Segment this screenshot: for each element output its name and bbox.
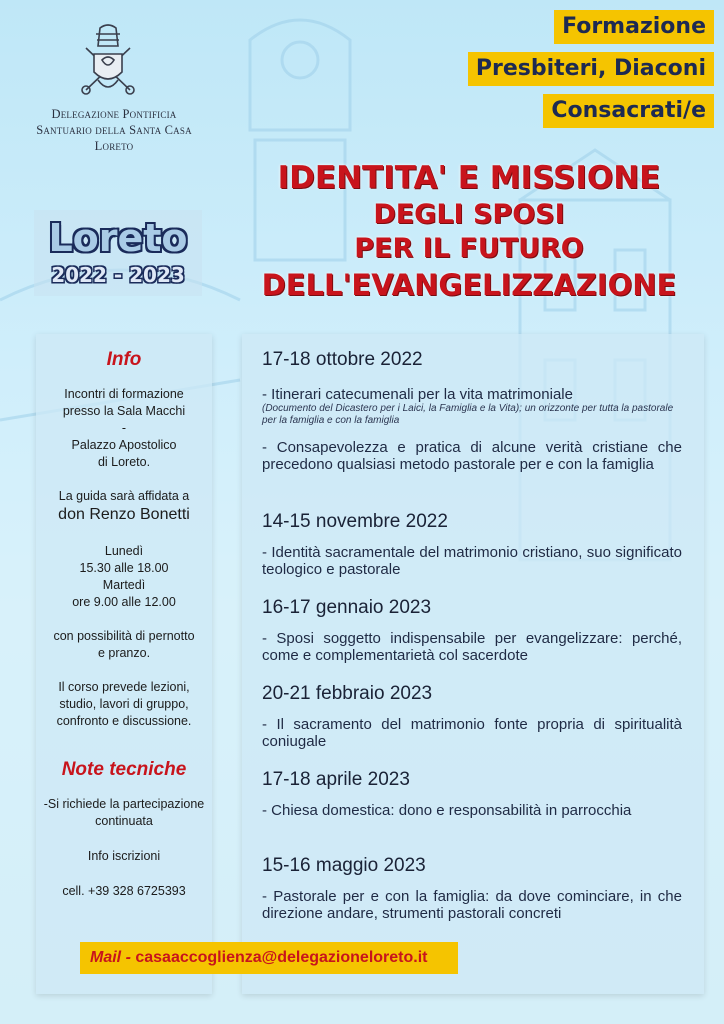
title-line-1: IDENTITA' E MISSIONE xyxy=(277,160,661,196)
stay-line-1: con possibilità di pernotto xyxy=(53,629,195,643)
event-description: - Pastorale per e con la famiglia: da dove cominciare, in che direzione andare, strumenti pastorali concreti xyxy=(262,888,682,922)
event-date: 20-21 febbraio 2023 xyxy=(262,683,433,704)
tag-formazione: Formazione xyxy=(554,10,714,44)
info-heading: Info xyxy=(106,349,142,370)
event-date: 16-17 gennaio 2023 xyxy=(262,597,432,618)
event-date: 17-18 ottobre 2022 xyxy=(262,349,423,370)
days-block xyxy=(36,543,212,611)
tech-note-line-2: continuata xyxy=(95,814,153,828)
stay-line-2: e pranzo. xyxy=(97,646,151,660)
main-title xyxy=(232,158,706,304)
loreto-panel xyxy=(34,210,202,296)
delegation-line-2: Santuario della Santa Casa xyxy=(36,123,192,137)
tech-note xyxy=(36,796,212,830)
schedule-item xyxy=(262,682,682,750)
mail-address-link[interactable]: casaaccoglienza@delegazioneloreto.it xyxy=(135,949,428,966)
mail-label: Mail - xyxy=(90,949,131,966)
schedule-item xyxy=(262,348,682,473)
guide-intro: La guida sarà affidata a xyxy=(58,489,190,503)
delegation-line-3: Loreto xyxy=(94,139,134,153)
loreto-years: 2022 - 2023 xyxy=(51,263,185,287)
event-description-2: - Consapevolezza e pratica di alcune verità cristiane che precedono qualsiasi metodo pastorale per e con la famiglia xyxy=(262,439,682,473)
schedule-item xyxy=(262,854,682,922)
phone-number: cell. +39 328 6725393 xyxy=(62,884,186,898)
course-line-3: confronto e discussione. xyxy=(56,714,192,728)
event-description: - Sposi soggetto indispensabile per evangelizzare: perché, come e complementarietà col sacerdote xyxy=(262,630,682,664)
tuesday-hours: ore 9.00 alle 12.00 xyxy=(72,595,176,609)
event-date: 14-15 novembre 2022 xyxy=(262,511,448,532)
venue-line-3: - xyxy=(121,421,127,435)
title-line-3: PER IL FUTURO xyxy=(354,233,584,264)
tag-consacrati: Consacrati/e xyxy=(543,94,714,128)
venue-line-1: Incontri di formazione xyxy=(64,387,184,401)
tag-presbiteri-diaconi: Presbiteri, Diaconi xyxy=(468,52,714,86)
title-line-2: DEGLI SPOSI xyxy=(373,199,565,230)
delegation-line-1: Delegazione Pontificia xyxy=(51,107,177,121)
course-line-1: Il corso prevede lezioni, xyxy=(58,680,190,694)
course-block xyxy=(36,679,212,730)
venue-block xyxy=(36,386,212,471)
venue-line-5: di Loreto. xyxy=(97,455,151,469)
mail-banner xyxy=(80,942,458,974)
tech-note-line-1: -Si richiede la partecipazione xyxy=(43,797,205,811)
schedule-item xyxy=(262,510,682,578)
schedule-item xyxy=(262,768,682,819)
event-date: 17-18 aprile 2023 xyxy=(262,769,410,790)
course-line-2: studio, lavori di gruppo, xyxy=(59,697,189,711)
schedule-panel xyxy=(242,334,704,994)
venue-line-2: presso la Sala Macchi xyxy=(62,404,186,418)
event-description: - Itinerari catecumenali per la vita matrimoniale xyxy=(262,386,573,403)
info-sidebar xyxy=(36,334,212,994)
title-line-4: DELL'EVANGELIZZAZIONE xyxy=(261,268,677,302)
schedule-item xyxy=(262,596,682,664)
loreto-city: Loreto xyxy=(48,216,188,260)
day-tuesday: Martedì xyxy=(102,578,146,592)
day-monday: Lunedì xyxy=(104,544,144,558)
delegation-name xyxy=(14,106,214,154)
event-description: - Chiesa domestica: dono e responsabilità in parrocchia xyxy=(262,802,632,819)
venue-line-4: Palazzo Apostolico xyxy=(71,438,177,452)
event-description: - Il sacramento del matrimonio fonte propria di spiritualità coniugale xyxy=(262,716,682,750)
event-date: 15-16 maggio 2023 xyxy=(262,855,426,876)
event-note: (Documento del Dicastero per i Laici, la Famiglia e la Vita); un orizzonte per tutta la pastorale per la famiglia e con la famiglia xyxy=(262,403,674,426)
stay-block xyxy=(36,628,212,662)
registration-label: Info iscrizioni xyxy=(87,849,161,863)
tech-notes-heading: Note tecniche xyxy=(61,759,187,780)
monday-hours: 15.30 alle 18.00 xyxy=(79,561,169,575)
event-description: - Identità sacramentale del matrimonio cristiano, suo significato teologico e pastorale xyxy=(262,544,682,578)
guide-name: don Renzo Bonetti xyxy=(58,506,190,523)
papal-crest-logo xyxy=(76,24,140,100)
